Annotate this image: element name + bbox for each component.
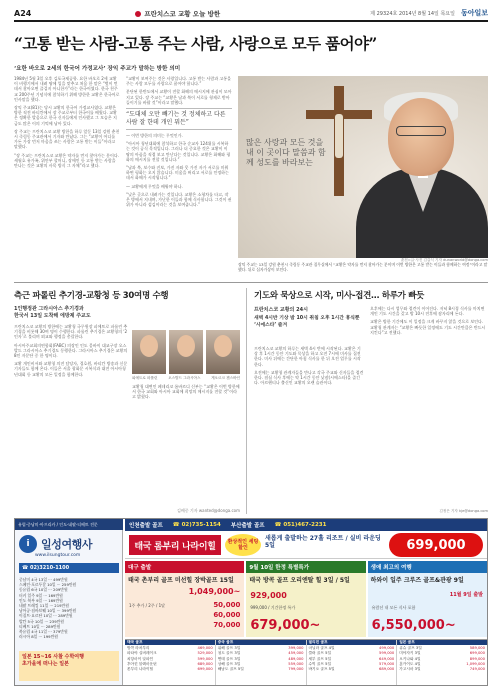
main-article-col-2 xyxy=(126,76,232,280)
issue-info: 제 29324호 2014년 8월 14일 목요일 xyxy=(370,10,455,17)
tour-item: 이집트·요르단 10일 ··· 289만원 xyxy=(19,613,73,619)
photo-quote-overlay: 많은 사랑과 모든 것을 내 이 곳이다 말씀과 함께 성도를 바라보는 xyxy=(246,138,326,167)
table-cell: 699,000 xyxy=(197,667,213,672)
table-cell: 749,000 xyxy=(469,667,485,672)
panel-sub: 태국 방콕 골프 오리엔탈 힐 3일 / 5일 xyxy=(249,577,350,584)
panel-note: 유람선 내 모든 식사 포함 xyxy=(371,605,416,610)
right-article-subtitle: 새벽 4시반 기상 밤 10시 취침 오후 1시간 휴식뿐 ‘시에스타’ 즐겨 xyxy=(254,316,360,328)
table-row xyxy=(218,667,304,672)
panel-big-price: 679,000~ xyxy=(250,618,321,633)
table-cell: 청도 골프 3일 xyxy=(217,651,241,656)
tour-item: 네팔 트레킹 11일 ··· 219만원 xyxy=(19,603,69,609)
table-cell: 후아힌 블랙마운틴 xyxy=(127,661,157,666)
main-article-col-1 xyxy=(14,76,120,280)
table-cell: 489,000 xyxy=(288,656,304,661)
panel-price: 60,000 xyxy=(213,611,241,619)
table-row xyxy=(399,667,485,672)
table-cell: 홋카이도 4일 xyxy=(399,661,421,666)
portrait-photo xyxy=(132,330,166,374)
table-cell: 459,000 xyxy=(288,651,304,656)
table-cell: 579,000 xyxy=(379,661,395,666)
right-article-col-1 xyxy=(254,346,364,506)
left-paragraph: 프란치스코 교황의 방한에는 교황청 국무원장 피에트로 파롤린 추기경을 비롯해 30여 명이 수행한다. 파롤린 추기경은 교황청의 ‘2인자’로 불리며 외교와 행정을 총괄한다. xyxy=(14,324,128,340)
left-article-sub-line: 1인행정관 그라시아스 추기경과 xyxy=(14,306,84,312)
ad-topbar xyxy=(125,519,487,531)
photo-caption: 장익 주교는 13일 강원 춘천시 죽림동 주교관 집무실에서 “교황은 약자를 먼저 찾아가는 분이며 이번 방한은 고통 받는 이들과 함께하는 여정”이라고 말했다. 뒤로 십자가상이 보인다. xyxy=(238,262,488,272)
portrait-names xyxy=(132,376,240,381)
banner-title: 태국 롬부리 나라이힐 xyxy=(129,535,221,555)
tour-item: 발칸 5국 10일 ··· 239만원 xyxy=(19,618,64,624)
right-paragraph: 프란치스코 교황의 하루는 새벽 4시 반에 시작된다. 교황은 기상 후 1시간 동안 기도와 묵상을 하고 오전 7시에 미사를 집전한다. 미사 뒤에는 간단한 아침 식사를 한 뒤 오전 업무를 시작한다. xyxy=(254,346,361,367)
ad-japan-promo xyxy=(19,651,119,681)
page-subhead: ‘요한 바오로 2세의 한국어 가정교사’ 장익 주교가 말하는 방한 의미 xyxy=(14,66,181,72)
table-cell: 촌부리 나라이힐 xyxy=(127,667,154,672)
table-column xyxy=(307,640,398,685)
table-cell: 1,099,000 xyxy=(466,661,485,666)
table-cell: 클락 골프 5일 xyxy=(308,651,332,656)
agency-name: 일성여행사 xyxy=(41,538,93,551)
table-cell: 마닐라 골프 4일 xyxy=(308,646,335,651)
table-cell: 499,000 xyxy=(379,646,395,651)
table-cell: 방콕 라차부리 xyxy=(127,646,150,651)
table-cell: 529,000 xyxy=(197,651,213,656)
crucifix-figure xyxy=(335,114,343,158)
pull-quote: “도대체 오만 빼기는 것 정체하고 다른 사람 잘 한데 개인 뭐든” xyxy=(126,108,232,130)
table-cell: 오키나와 4일 xyxy=(399,656,421,661)
tour-item: 스페인·포르투갈 10일 ··· 259만원 xyxy=(19,582,77,588)
panel-head: 9월 10일 한정 특별특가 xyxy=(246,561,365,573)
column-divider xyxy=(246,288,247,514)
portrait-photo xyxy=(206,330,240,374)
main-paragraph: — 이번 방한의 의미는 무엇인가. xyxy=(126,133,183,139)
left-paragraph: 아시아주교회의연합회(FABC) 의장인 인도 뭄바이 대교구장 오스발드 그라시아스 추기경도 동행한다. 그라시아스 추기경은 교황의 8인 자문단 중 한 명이다. xyxy=(14,342,128,359)
panel-price: 1,049,000~ xyxy=(188,587,241,596)
subject-glasses xyxy=(396,126,446,136)
main-paragraph: “교황이 보여주는 것은 사랑입니다. 고통 받는 사람과 고통을 주는 사람 모두를 사랑으로 품어야 합니다.” xyxy=(126,76,231,87)
table-cell: 559,000 xyxy=(288,661,304,666)
tour-item: 중남미 4국 13일 ··· 499만원 xyxy=(19,577,68,582)
ad-banner xyxy=(125,531,487,559)
banner-description: 새롭게 출발하는 27홀 리조트 / 실비 라운딩 5일 xyxy=(265,535,381,549)
table-cell: 세부 골프 5일 xyxy=(308,656,332,661)
panel-date: 11월 9일 출발 xyxy=(449,592,483,598)
agency-phone: ☎ 02)3210-1100 xyxy=(19,563,119,573)
ad-golf-block[interactable] xyxy=(125,519,487,685)
table-column xyxy=(216,640,307,685)
table-cell: 469,000 xyxy=(197,646,213,651)
left-article-col-1 xyxy=(14,324,128,514)
page-headline: “고통 받는 사람-고통 주는 사람, 사랑으로 모두 품어야” xyxy=(14,34,377,53)
table-column xyxy=(397,640,487,685)
table-cell: 689,000 xyxy=(379,667,395,672)
topbar-label: 부산출발 골프 xyxy=(230,523,265,529)
promo-line: 초가을에 떠나는 일본 xyxy=(22,661,69,667)
table-cell: 수빅 골프 5일 xyxy=(308,661,332,666)
ad-panel[interactable] xyxy=(368,561,487,637)
ad-logo-row xyxy=(19,533,119,555)
main-paragraph: 분단된 한반도에서 교황이 전할 화해의 메시지에 관심이 모아지고 있다. 장 주교는 “교황은 남과 북이 서로를 형제로 받아들이기를 바랄 것”이라고 말했다. xyxy=(126,89,232,105)
newspaper-name: 동아일보 xyxy=(460,9,488,17)
left-article-sub-line: 한국서 13일 도착해 에방제 주교도 xyxy=(14,313,91,319)
portrait-name: 게오르크 겐스바인 xyxy=(211,376,240,380)
table-cell: 589,000 xyxy=(469,646,485,651)
agency-logo-icon: i xyxy=(19,535,37,553)
main-paragraph: “낮은 곳으로 내려가는 것입니다. 교황은 소형차를 타고, 작은 방에서 지내며, 가난한 이들과 함께 식사합니다. 그것이 권위가 아니라 섬김이라는 것을 보여줍니다.” xyxy=(126,191,232,208)
main-paragraph: 장 주교는 프란치스코 교황 방한을 하루 앞둔 13일 강원 춘천시 죽림동 주교관에서 기자와 만났다. 그는 “교황이 어디를 가든 가장 먼저 마음을 쓰는 사람은 고통 받는 이들”이라고 말했다. xyxy=(14,128,120,150)
left-article-subtitle xyxy=(14,306,240,320)
tour-item: 동유럽 6국 10일 ··· 209만원 xyxy=(19,587,68,593)
tour-item: 북유럽 4국 11일 ··· 379만원 xyxy=(19,629,68,635)
panel-big-price: 6,550,000~ xyxy=(371,618,456,633)
right-paragraph: 교황은 방한 기간에도 이 일정을 크게 바꾸지 않을 것으로 보인다. 교황청 관계자는 “교황은 빠듯한 일정에도 기도 시간만큼은 반드시 지킨다”고 전했다. xyxy=(370,319,486,335)
table-cell: 599,000 xyxy=(379,651,395,656)
masthead xyxy=(14,6,488,22)
table-cell: 미야자키 3일 xyxy=(399,651,421,656)
section-text: 프란치스코 교황 오늘 방한 xyxy=(144,9,221,18)
banner-badge: 환상적인 세팅 할인 xyxy=(225,534,261,556)
topbar-phone: ☎ 02)735-1154 xyxy=(172,522,221,528)
table-cell: 치앙마이 알파인 xyxy=(127,656,154,661)
table-cell: 해남도 골프 5일 xyxy=(217,667,244,672)
table-cell: 599,000 xyxy=(197,656,213,661)
left-paragraph: 교황청 대변인 페데리코 롬바르디 신부는 “교황은 이번 방한에서 한국 교회와 아시아 교회에 희망의 메시지를 전할 것”이라고 밝혔다. xyxy=(132,384,240,400)
table-cell: 399,000 xyxy=(288,646,304,651)
table-cell: 899,000 xyxy=(469,656,485,661)
main-paragraph: — 교황에게 무엇을 배워야 하나. xyxy=(126,183,183,189)
table-column xyxy=(125,640,216,685)
panel-price: 50,000 xyxy=(213,601,241,609)
table-header: 태국 골프 xyxy=(125,640,215,645)
table-row xyxy=(127,667,213,672)
portrait-name: 오스발드 그라시아스 xyxy=(168,376,201,380)
tour-item: 터키 일주 9일 ··· 169만원 xyxy=(19,592,63,598)
section-dot-icon xyxy=(135,11,141,17)
table-header: 일본 골프 xyxy=(397,640,487,645)
table-cell: 799,000 xyxy=(288,667,304,672)
panel-price: 929,000 xyxy=(250,591,287,600)
main-paragraph: 1984년 5월 3일 오후 김포국제공항. 요한 바오로 2세 교황이 비행기에서 내려 땅에 입을 맞추고 처음 한 말은 “벗이 먼 데서 찾아오면 즐겁지 아니한가”라는 한국어였다. 한국 천주교 200주년 기념식에 참석하기 위해 방한한 교황은 한국어로 인사말을 했다. xyxy=(14,76,120,102)
right-article-title: 기도와 묵상으로 시작, 미사-접견… 하루가 빠듯 xyxy=(254,291,425,301)
left-article-col-2 xyxy=(132,384,240,508)
tour-item: 러시아 8일 ··· 199만원 xyxy=(19,634,58,640)
section-divider xyxy=(14,282,488,283)
table-header: 중국 골프 xyxy=(216,640,306,645)
table-cell: 위해 골프 3일 xyxy=(217,646,241,651)
table-cell: 바기오 골프 5일 xyxy=(308,667,335,672)
ad-top-strip: 유럽·중남미·아프리카 / 인도·네팔·티베트 전문 xyxy=(15,519,123,530)
main-paragraph: “아시아 청년대회에 참석하고 한국 순교자 124위를 시복하는 것이 공식 목적입니다. 그러나 더 중요한 것은 교황이 이 땅의 아픔을 직접 보고 만난다는 것입니다. 교황은 화해와 평화의 메시지를 전할 것입니다.” xyxy=(126,141,231,162)
article-photo xyxy=(238,76,488,258)
tour-item: 남아공·짐바브웨 10일 ··· 399만원 xyxy=(19,608,77,614)
right-paragraph: 오후에는 다시 업무와 접견이 이어진다. 저녁 8시경 식사를 마치면 개인 기도 시간을 갖고 밤 10시 전후에 잠자리에 든다. xyxy=(370,306,485,317)
topbar-phone: ☎ 051)467-2231 xyxy=(274,522,327,528)
main-paragraph: “남과 북, 보수와 진보, 가진 자와 못 가진 자가 서로를 미워하면 평화는 오지 않습니다. 미움을 버리고 서로를 인정하는 데서 화해가 시작됩니다.” xyxy=(126,165,229,181)
ad-agency-block[interactable] xyxy=(15,519,123,685)
panel-sub: 태국 촌부리 골프 미선힐 장박골프 15일 xyxy=(128,577,234,584)
section-label xyxy=(135,9,220,18)
panel-sub: 하와이 일주 크루즈 골프&관광 9일 xyxy=(370,577,464,584)
agency-url[interactable]: www.ilsungtour.com xyxy=(35,553,81,558)
table-cell: 가고시마 3일 xyxy=(399,667,421,672)
ad-panel[interactable] xyxy=(246,561,365,637)
topbar-label: 인천출발 골프 xyxy=(129,523,163,529)
left-article-byline: 김배중 기자 wanted@donga.com xyxy=(176,508,240,513)
table-cell: 689,000 xyxy=(197,661,213,666)
right-paragraph: 오전에는 교황청 관계자들을 만나고 각국 주교와 신자들을 접견한다. 점심 식사 후에는 약 1시간 동안 낮잠(시에스타)을 즐긴다. 아르헨티나 출신인 교황의 오랜 습관이다. xyxy=(254,369,364,386)
panel-head: 생애 최고의 여행 xyxy=(368,561,487,573)
tour-item: 티베트 10일 ··· 289만원 xyxy=(19,623,61,629)
table-cell: 연태 골프 3일 xyxy=(217,656,241,661)
table-header: 필리핀 골프 xyxy=(307,640,397,645)
panel-head: 대구 출발 xyxy=(125,561,244,573)
tour-item: 인도 북부 9일 ··· 169만원 xyxy=(19,597,63,603)
golf-price-table xyxy=(125,639,487,685)
left-article-title: 측근 파롤린 추기경-교황청 등 30여명 수행 xyxy=(14,291,169,301)
portrait-name: 피에트로 파롤린 xyxy=(132,376,158,380)
subject-face xyxy=(388,98,454,176)
table-cell: 상해 골프 3일 xyxy=(217,661,241,666)
right-article-col-2 xyxy=(370,306,488,506)
left-paragraph: 교황 개인비서와 교황청 의전 담당자, 경호원, 바티칸 방송과 신문 기자들도 함께 온다. 이들은 서울 광화문 시복식과 대전 아시아청년대회 등 교황의 모든 일정을 함께한다. xyxy=(14,361,128,377)
tour-list xyxy=(19,577,119,639)
banner-price: 699,000 xyxy=(389,533,483,557)
table-cell: 파타야 실버레이크 xyxy=(127,651,157,656)
main-paragraph: “장 주교는 프란치스코 교황은 약자를 먼저 찾아가는 분이다. 세월호 유가족, 위안부 할머니, 장애인 등 고통 받는 사람을 만나는 것은 교황의 사목 방식 그 자체”라고 했다. xyxy=(14,152,119,169)
photo-byline: 춘천=글·사진 김갑식 기자 dunanworld@donga.com xyxy=(400,258,488,262)
table-row xyxy=(309,667,395,672)
ad-panels xyxy=(125,561,487,637)
page-number: A24 xyxy=(14,8,32,18)
right-article-kicker: 프란치스코 교황의 24시 xyxy=(254,307,308,313)
table-cell: 649,000 xyxy=(379,656,395,661)
panel-note: 999,000 / 기간한정 특가 xyxy=(250,605,296,610)
right-article-byline: 김정은 기자 kje@donga.com xyxy=(439,509,488,513)
panel-note: 1주 추가 / 2주 / 1달 xyxy=(129,603,166,608)
portrait-photo xyxy=(169,330,203,374)
table-cell: 699,000 xyxy=(469,651,485,656)
travel-advertisement[interactable] xyxy=(14,518,488,686)
main-paragraph: 장익 주교(81)는 당시 교황의 한국어 가정교사였다. 교황은 방한 직전 바티칸에서 장 주교로부터 한국어를 배웠다. 교황은 정확한 발음으로 한국 신자들에게 인사했고 그 모습은 지금도 많은 이의 기억에 남아 있다. xyxy=(14,105,117,126)
panel-price: 70,000 xyxy=(213,621,241,629)
ad-panel[interactable] xyxy=(125,561,244,637)
promo-line: 일본 15~16 사찰 수학여행 xyxy=(22,654,84,660)
table-cell: 큐슈 골프 3일 xyxy=(399,646,422,651)
